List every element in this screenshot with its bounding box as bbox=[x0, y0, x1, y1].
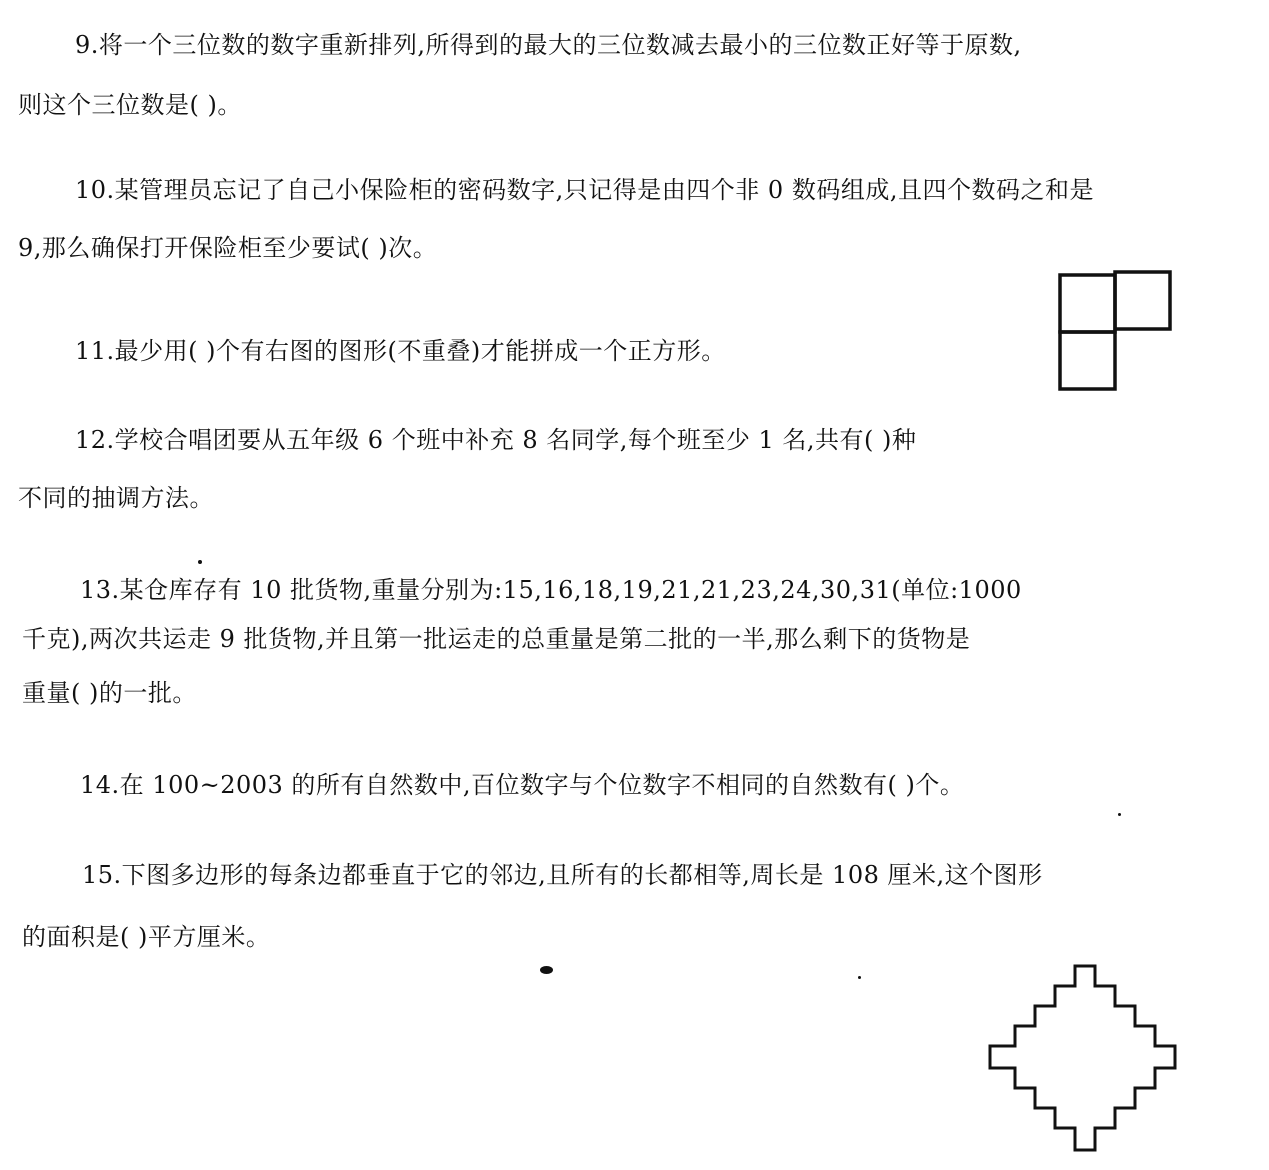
ink-speck bbox=[198, 560, 202, 564]
q10-line-1: 10.某管理员忘记了自己小保险柜的密码数字,只记得是由四个非 0 数码组成,且四个数码之和是 bbox=[75, 176, 1094, 204]
l-tromino-figure bbox=[1055, 268, 1175, 394]
staircase-polygon-figure bbox=[980, 958, 1190, 1163]
q13-line-1: 13.某仓库存有 10 批货物,重量分别为:15,16,18,19,21,21,23,24,30,31(单位:1000 bbox=[80, 576, 1022, 604]
ink-speck bbox=[1118, 813, 1121, 816]
q13-line-3: 重量( )的一批。 bbox=[22, 679, 197, 707]
q15-line-1: 15.下图多边形的每条边都垂直于它的邻边,且所有的长都相等,周长是 108 厘米,这个图形 bbox=[82, 861, 1043, 889]
q12-line-1: 12.学校合唱团要从五年级 6 个班中补充 8 名同学,每个班至少 1 名,共有( )种 bbox=[75, 426, 917, 454]
q11-line-1: 11.最少用( )个有右图的图形(不重叠)才能拼成一个正方形。 bbox=[75, 337, 726, 365]
q12-line-2: 不同的抽调方法。 bbox=[18, 484, 214, 512]
q14-line-1: 14.在 100~2003 的所有自然数中,百位数字与个位数字不相同的自然数有( )个。 bbox=[80, 771, 965, 799]
q15-line-2: 的面积是( )平方厘米。 bbox=[22, 923, 271, 951]
ink-speck bbox=[540, 966, 553, 974]
q10-line-2: 9,那么确保打开保险柜至少要试( )次。 bbox=[18, 234, 438, 262]
ink-speck bbox=[858, 976, 861, 979]
q9-line-2: 则这个三位数是( )。 bbox=[18, 91, 242, 119]
q9-line-1: 9.将一个三位数的数字重新排列,所得到的最大的三位数减去最小的三位数正好等于原数, bbox=[75, 31, 1022, 59]
q13-line-2: 千克),两次共运走 9 批货物,并且第一批运走的总重量是第二批的一半,那么剩下的货物是 bbox=[22, 625, 971, 653]
